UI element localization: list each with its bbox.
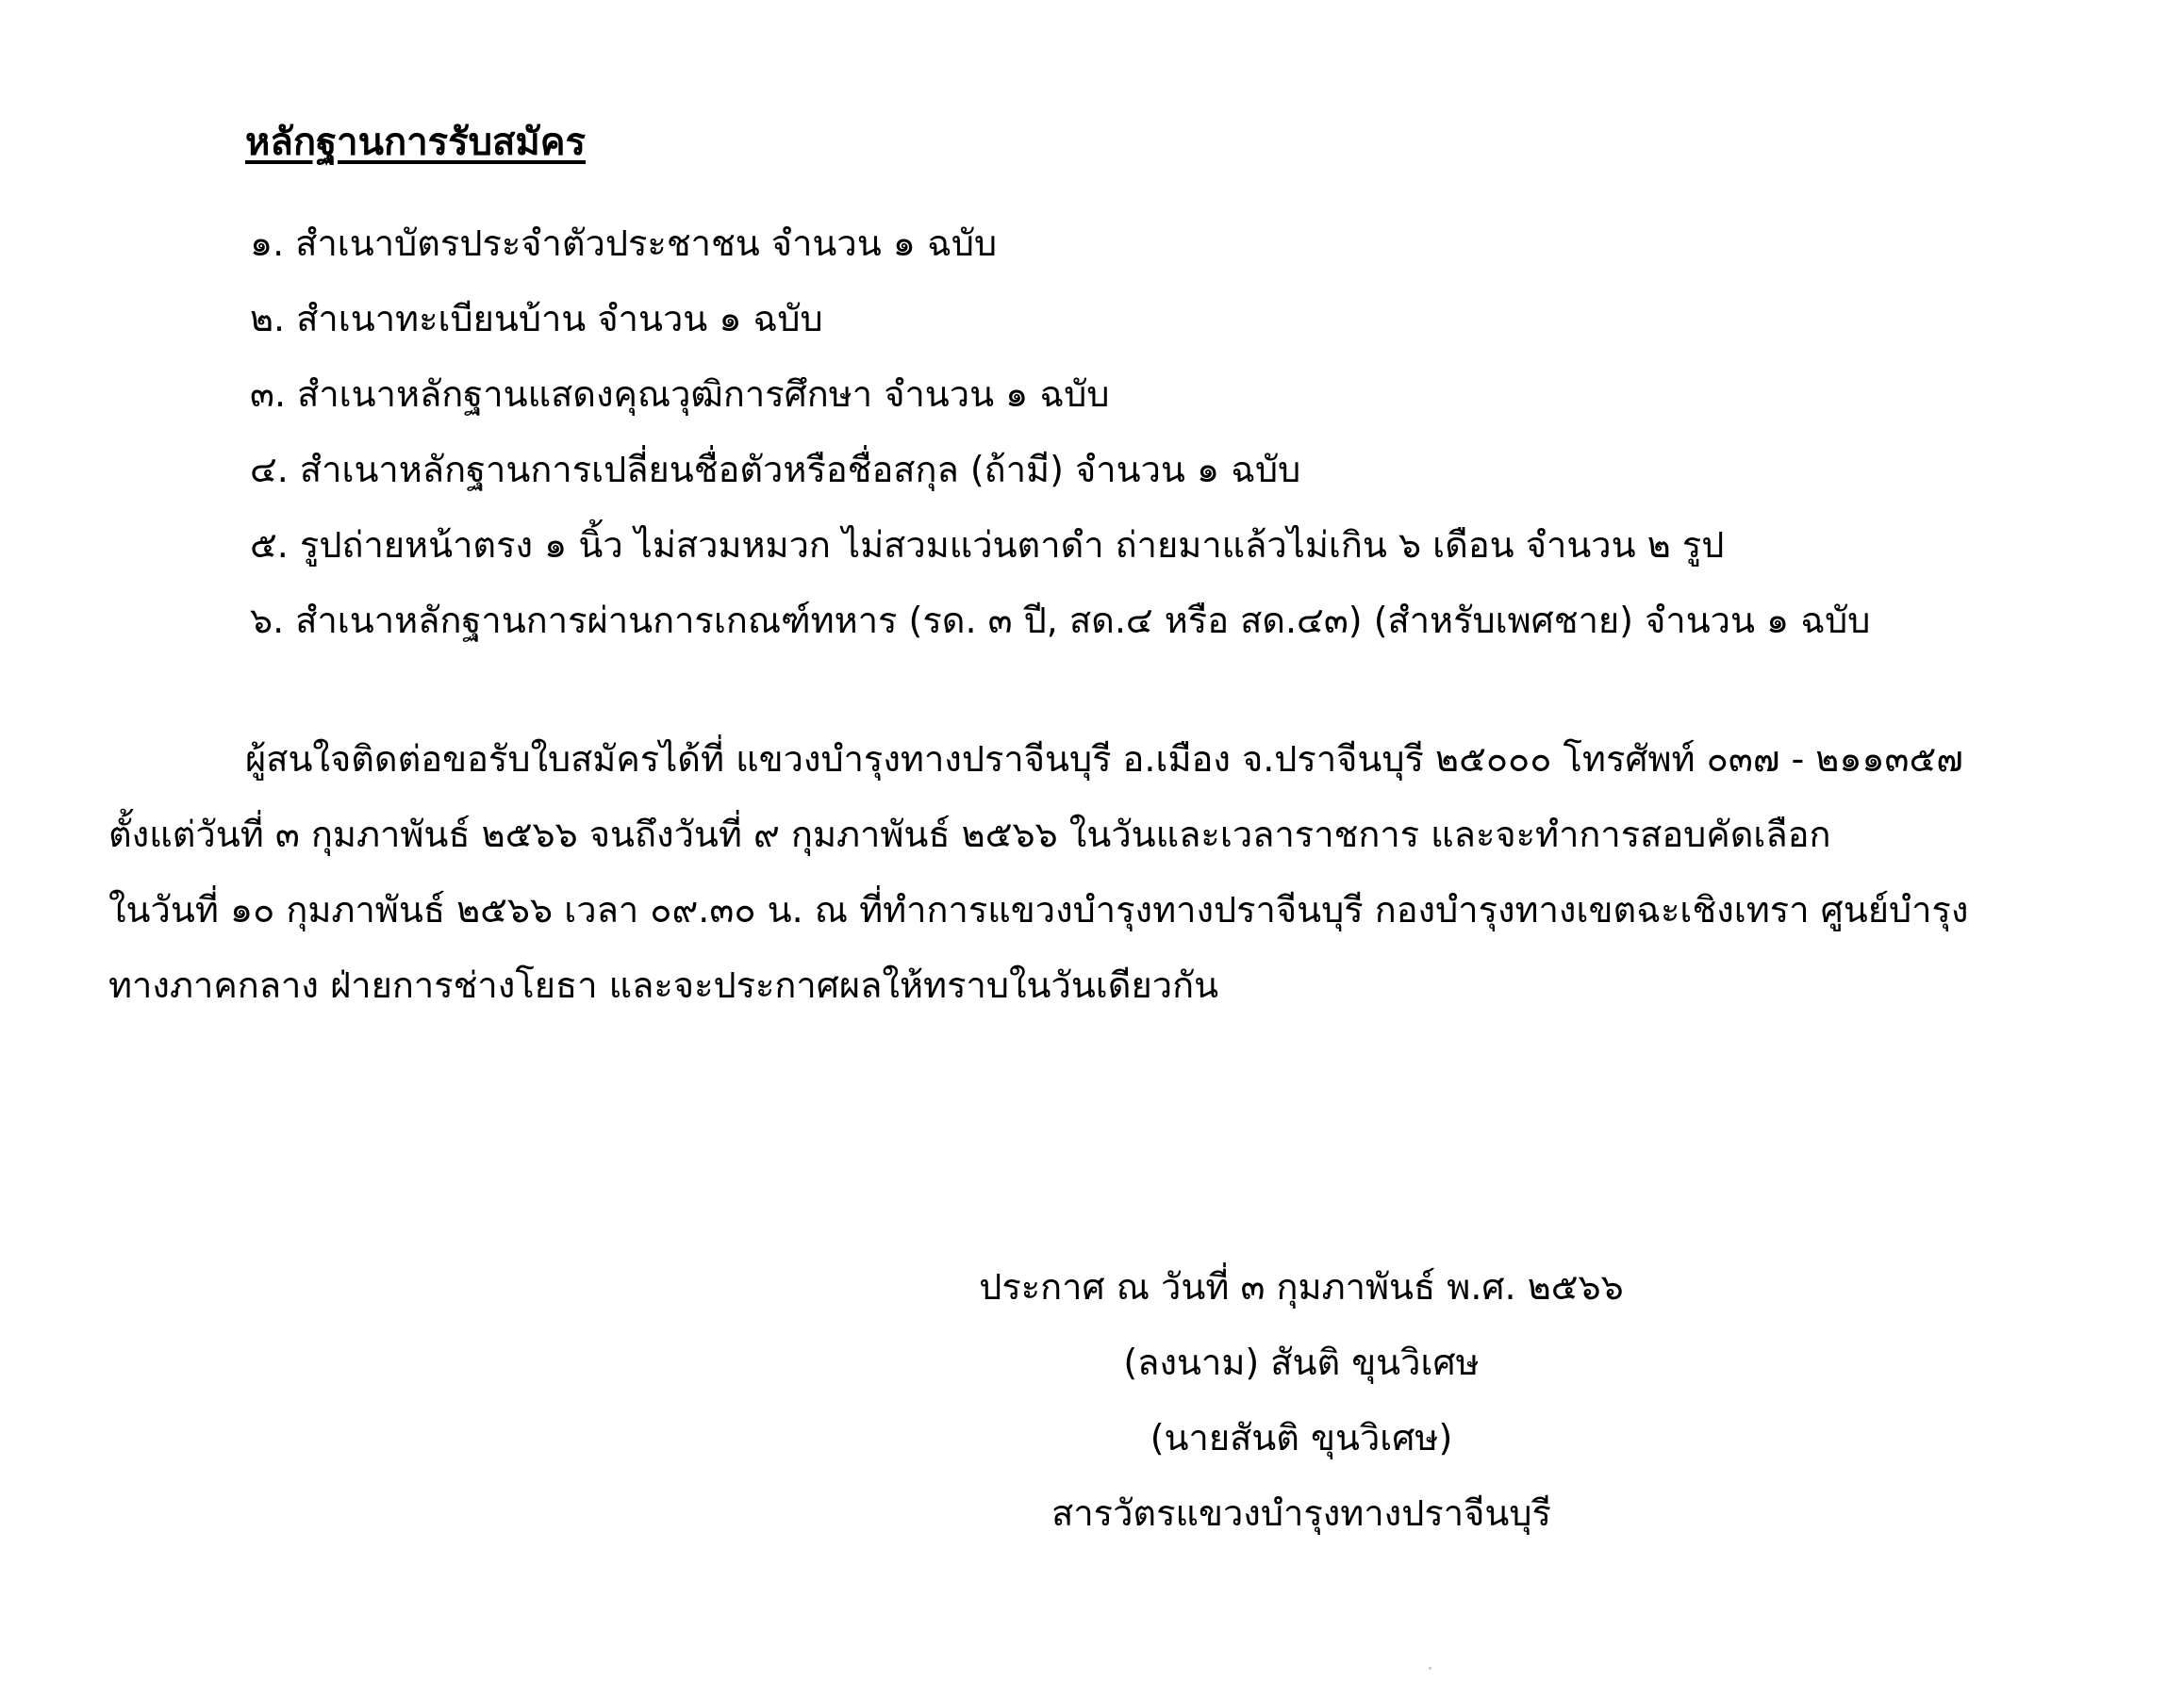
requirement-item: ๔. สำเนาหลักฐานการเปลี่ยนชื่อตัวหรือชื่อสกุล (ถ้ามี) จำนวน ๑ ฉบับ xyxy=(250,449,1301,490)
scan-speck xyxy=(1429,1667,1431,1670)
paragraph-line: ในวันที่ ๑๐ กุมภาพันธ์ ๒๕๖๖ เวลา ๐๙.๓๐ น. ณ ที่ทำการแขวงบำรุงทางปราจีนบุรี กองบำรุงทางเขตฉะเชิงเทรา ศูนย์บำรุง xyxy=(108,889,1969,931)
paragraph-line: ผู้สนใจติดต่อขอรับใบสมัครได้ที่ แขวงบำรุงทางปราจีนบุรี อ.เมือง จ.ปราจีนบุรี ๒๕๐๐๐ โทรศัพท์ ๐๓๗ - ๒๑๑๓๕๗ xyxy=(245,738,1963,780)
paragraph-line: ตั้งแต่วันที่ ๓ กุมภาพันธ์ ๒๕๖๖ จนถึงวันที่ ๙ กุมภาพันธ์ ๒๕๖๖ ในวันและเวลาราชการ และจะทำการสอบคัดเลือก xyxy=(108,814,1831,855)
announcement-date: ประกาศ ณ วันที่ ๓ กุมภาพันธ์ พ.ศ. ๒๕๖๖ xyxy=(979,1266,1624,1308)
signed-line: (ลงนาม) สันติ ขุนวิเศษ xyxy=(1123,1342,1480,1383)
signer-name: (นายสันติ ขุนวิเศษ) xyxy=(1150,1417,1453,1458)
signature-block xyxy=(934,1254,1669,1556)
section-heading: หลักฐานการรับสมัคร xyxy=(245,121,587,164)
signer-position: สารวัตรแขวงบำรุงทางปราจีนบุรี xyxy=(1051,1492,1551,1534)
requirement-item: ๓. สำเนาหลักฐานแสดงคุณวุฒิการศึกษา จำนวน ๑ ฉบับ xyxy=(250,373,1110,415)
requirement-item: ๑. สำเนาบัตรประจำตัวประชาชน จำนวน ๑ ฉบับ xyxy=(250,222,998,264)
requirements-list xyxy=(250,215,1870,667)
paragraph-line: ทางภาคกลาง ฝ่ายการช่างโยธา และจะประกาศผลให้ทราบในวันเดียวกัน xyxy=(108,964,1219,1006)
requirement-item: ๒. สำเนาทะเบียนบ้าน จำนวน ๑ ฉบับ xyxy=(250,298,823,339)
contact-paragraph xyxy=(108,721,2098,1023)
requirement-item: ๕. รูปถ่ายหน้าตรง ๑ นิ้ว ไม่สวมหมวก ไม่สวมแว่นตาดำ ถ่ายมาแล้วไม่เกิน ๖ เดือน จำนวน ๒ รูป xyxy=(250,524,1725,566)
requirement-item: ๖. สำเนาหลักฐานการผ่านการเกณฑ์ทหาร (รด. ๓ ปี, สด.๔ หรือ สด.๔๓) (สำหรับเพศชาย) จำนวน ๑ ฉบับ xyxy=(250,600,1871,641)
